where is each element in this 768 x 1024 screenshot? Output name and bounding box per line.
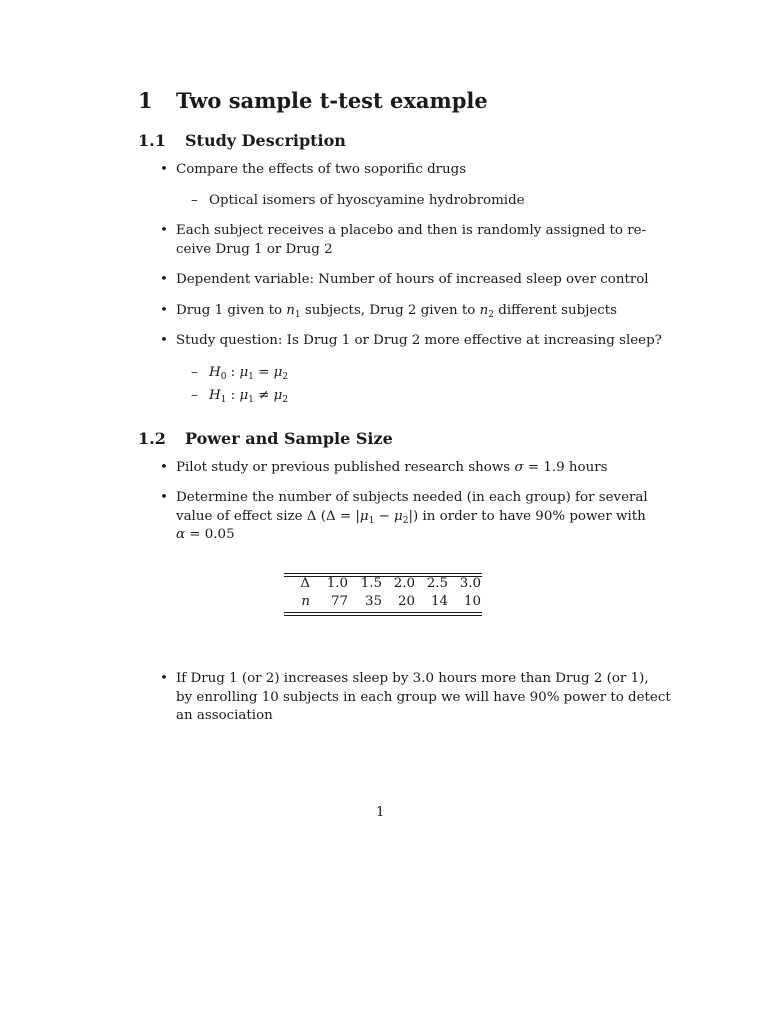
subsection-number: 1.2	[138, 429, 166, 448]
table-cell: 2.0	[393, 576, 415, 591]
list-item-determine	[160, 489, 648, 508]
math-operator: −	[374, 509, 395, 524]
math-subscript: 1	[248, 372, 254, 382]
text-run: by enrolling 10 subjects in each group we will have 90% power to detect	[176, 690, 671, 705]
list-item-study-question	[160, 332, 662, 351]
bullet-mark: •	[160, 490, 168, 505]
table-cell: 35	[364, 594, 382, 609]
table-top-rule	[284, 573, 482, 574]
math-subscript: 1	[294, 310, 301, 320]
math-mu: μ	[239, 365, 249, 380]
null-hypothesis	[191, 364, 288, 383]
math-h: H	[209, 388, 221, 403]
list-item-dependent-variable	[160, 271, 649, 290]
table-cell: 3.0	[459, 576, 481, 591]
bullet-mark: •	[160, 303, 168, 318]
dash-mark: –	[191, 365, 198, 380]
text-run: :	[226, 388, 240, 403]
table-cell: 10	[463, 594, 481, 609]
list-item-drug-groups	[160, 302, 617, 321]
text-run: Pilot study or previous published research shows	[176, 460, 515, 475]
sub-list-item-text: Optical isomers of hyoscyamine hydrobromide	[209, 193, 525, 208]
text-run: If Drug 1 (or 2) increases sleep by 3.0 hours more than Drug 2 (or 1),	[176, 671, 649, 686]
text-run: = 1.9 hours	[523, 460, 608, 475]
list-item-text: Each subject receives a placebo and then is randomly assigned to re-	[176, 223, 647, 238]
table-cell: 77	[330, 594, 348, 609]
math-n: n	[479, 303, 489, 318]
sub-list-item-isomers	[191, 192, 525, 211]
list-item-determine-line2	[176, 508, 646, 527]
math-subscript: 1	[248, 395, 254, 405]
subsection-heading-study-description	[138, 131, 346, 150]
math-subscript: 2	[488, 310, 494, 320]
math-subscript: 2	[282, 395, 289, 405]
math-h: H	[209, 365, 221, 380]
table-bottom-rule-inner	[284, 615, 482, 616]
math-sigma: σ	[514, 460, 524, 475]
section-title: Two sample t-test example	[176, 88, 488, 113]
table-row-sample-size	[284, 594, 482, 612]
math-mu: μ	[273, 365, 283, 380]
table-cell: 14	[430, 594, 448, 609]
table-cell: Δ	[300, 576, 310, 591]
bullet-mark: •	[160, 162, 168, 177]
text-run: an association	[176, 708, 273, 723]
table-cell: 1.0	[326, 576, 348, 591]
table-cell: 1.5	[360, 576, 382, 591]
table-bottom-rule	[284, 612, 482, 613]
bullet-mark: •	[160, 333, 168, 348]
math-subscript: 2	[402, 516, 409, 526]
section-heading	[138, 88, 488, 113]
table-cell: 20	[397, 594, 415, 609]
math-mu: μ	[359, 509, 369, 524]
math-subscript: 1	[368, 516, 375, 526]
math-operator: =	[253, 365, 274, 380]
table-cell: 2.5	[426, 576, 448, 591]
text-run: = 0.05	[185, 527, 235, 542]
list-item-conclusion-line2	[176, 689, 671, 708]
dash-mark: –	[191, 193, 198, 208]
table-cell	[284, 594, 310, 609]
subsection-title: Study Description	[185, 131, 346, 150]
subsection-title: Power and Sample Size	[185, 429, 393, 448]
math-mu: μ	[394, 509, 403, 524]
math-subscript: 0	[220, 372, 227, 382]
math-subscript: 2	[282, 372, 289, 382]
bullet-mark: •	[160, 223, 168, 238]
text-run: different subjects	[493, 303, 618, 318]
list-item-placebo-continued	[176, 241, 333, 260]
list-item-text: Compare the effects of two soporific drugs	[176, 162, 467, 177]
section-number: 1	[138, 88, 153, 113]
dash-mark: –	[191, 388, 198, 403]
alternative-hypothesis	[191, 387, 288, 406]
math-n: n	[301, 594, 310, 609]
math-n: n	[286, 303, 295, 318]
text-run: |) in order to have 90% power with	[408, 509, 646, 524]
text-run: Drug 1 given to	[176, 303, 287, 318]
list-item-text: ceive Drug 1 or Drug 2	[176, 242, 333, 257]
text-run: subjects, Drug 2 given to	[300, 303, 480, 318]
subsection-heading-power	[138, 429, 393, 448]
bullet-mark: •	[160, 272, 168, 287]
list-item-pilot-study	[160, 459, 607, 478]
list-item-text: Dependent variable: Number of hours of increased sleep over control	[176, 272, 649, 287]
list-item-text: Study question: Is Drug 1 or Drug 2 more effective at increasing sleep?	[176, 333, 662, 348]
math-mu: μ	[239, 388, 249, 403]
list-item-determine-line3	[176, 526, 235, 545]
math-mu: μ	[273, 388, 283, 403]
math-alpha: α	[176, 527, 186, 542]
subsection-number: 1.1	[138, 131, 166, 150]
bullet-mark: •	[160, 460, 168, 475]
page-number: 1	[376, 805, 385, 820]
list-item-conclusion	[160, 670, 649, 689]
list-item-placebo	[160, 222, 646, 241]
math-operator: ≠	[253, 388, 274, 403]
list-item-compare	[160, 161, 466, 180]
table-row-effect-size	[284, 576, 482, 594]
text-run: :	[226, 365, 240, 380]
math-subscript: 1	[220, 395, 227, 405]
text-run: Determine the number of subjects needed (in each group) for several	[176, 490, 648, 505]
bullet-mark: •	[160, 671, 168, 686]
text-run: value of effect size Δ (Δ = |	[176, 509, 360, 524]
list-item-conclusion-line3	[176, 707, 273, 726]
